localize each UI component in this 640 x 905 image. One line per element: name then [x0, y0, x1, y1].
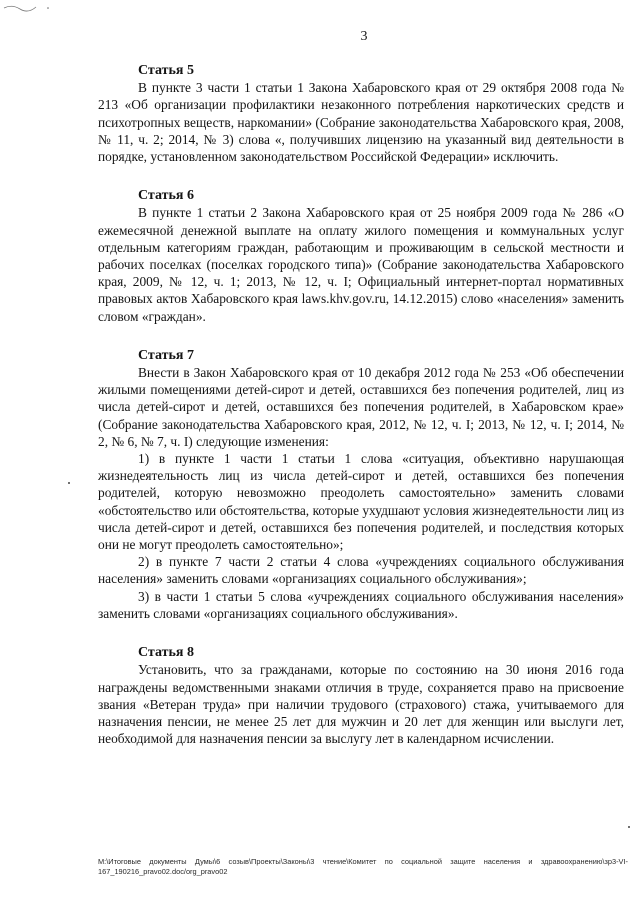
article-paragraph: 2) в пункте 7 части 2 статьи 4 слова «учреждениях социального обслуживания населения» заменить словами «организациях социального обслуживания»;	[98, 554, 624, 587]
article-paragraph: В пункте 1 статьи 2 Закона Хабаровского края от 25 ноября 2009 года № 286 «О ежемесячной денежной выплате на оплату жилого помещения и коммунальных услуг отдельным категориям граждан, работающим и проживающим в сельской местности и рабочих поселках (поселках городского типа)» (Собрание законодательства Хабаровского края, 2009, № 12, ч. 1; 2013, № 12, ч. I; Официальный интернет-портал нормативных правовых актов Хабаровского края laws.khv.gov.ru, 14.12.2015) слово «населения» заменить словом «граждан».	[98, 205, 624, 324]
scan-speck	[68, 482, 70, 484]
article-title: Статья 8	[138, 645, 194, 661]
article-5	[98, 62, 624, 165]
article-6	[98, 187, 624, 325]
document-body	[98, 62, 624, 747]
article-paragraph: Установить, что за гражданами, которые по состоянию на 30 июня 2016 года награждены ведомственными знаками отличия в труде, сохраняется право на присвоение звания «Ветеран труда» при наличии трудового (страхового) стажа, учитываемого для назначения пенсии, не менее 25 лет для мужчин и 20 лет для женщин или выслуги лет, необходимой для назначения пенсии за выслугу лет в календарном исчислении.	[98, 662, 624, 747]
scan-speck	[628, 826, 630, 828]
article-title: Статья 6	[138, 188, 194, 204]
article-7	[98, 347, 624, 622]
article-paragraph: 1) в пункте 1 части 1 статьи 1 слова «ситуация, объективно нарушающая жизнедеятельность лиц из числа детей-сирот и детей, оставшихся без попечения родителей, которую невозможно преодолеть самостоятельно» заменить словами «обстоятельство или обстоятельства, которые ухудшают условия жизнедеятельности лиц из числа детей-сирот и детей, оставшихся без попечения родителей, и последствия которых они не могут преодолеть самостоятельно»;	[98, 451, 624, 553]
article-title: Статья 7	[138, 347, 194, 363]
page-number: 3	[360, 29, 368, 44]
article-title: Статья 5	[138, 63, 194, 78]
article-paragraph: Внести в Закон Хабаровского края от 10 декабря 2012 года № 253 «Об обеспечении жилыми помещениями детей-сирот и детей, оставшихся без попечения родителей, лиц из числа детей-сирот и детей, оставшихся без попечения родителей, в Хабаровском крае» (Собрание законодательства Хабаровского края, 2012, № 12, ч. I; 2013, № 12, ч. I; 2014, № 2, № 6, № 7, ч. I) следующие изменения:	[98, 365, 624, 449]
scan-artifact-mark	[2, 2, 62, 14]
article-8	[98, 644, 624, 747]
article-paragraph: 3) в части 1 статьи 5 слова «учреждениях социального обслуживания населения» заменить словами «организациях социального обслуживания».	[98, 588, 624, 621]
article-paragraph: В пункте 3 части 1 статьи 1 Закона Хабаровского края от 29 октября 2008 года № 213 «Об организации профилактики незаконного потребления наркотических средств и психотропных веществ, наркомании» (Собрание законодательства Хабаровского края, 2008, № 11, ч. 2; 2014, № 3) слова «, получивших лицензию на указанный вид деятельности в порядке, установленном законодательством Российской Федерации» исключить.	[98, 80, 624, 165]
file-path-footer: M:\Итоговые документы Думы\6 созыв\Проекты\Законы\3 чтение\Комитет по социальной защите населения и здравоохранению\зр3-VI-167_190216_pravo02.doc/org_pravo02	[98, 857, 628, 876]
